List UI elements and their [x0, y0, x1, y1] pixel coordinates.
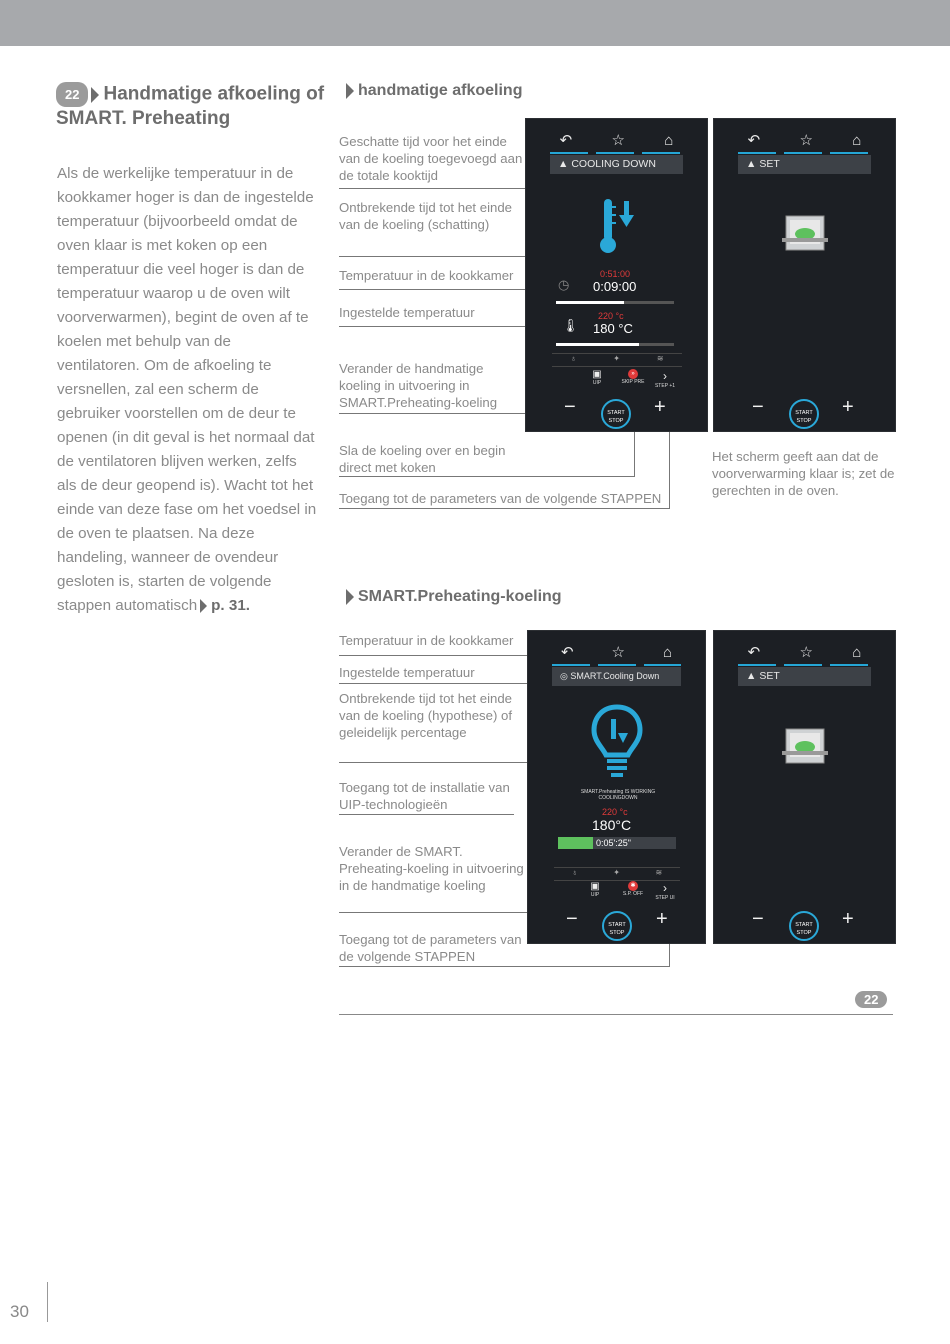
label-next-steps: Toegang tot de parameters van de volgende STAPPEN: [339, 932, 522, 964]
bulb-icon: ◎: [560, 671, 568, 681]
stop-label: STOP: [608, 418, 624, 424]
arrow-icon: [346, 589, 354, 605]
uip-icon: ▣: [592, 369, 602, 380]
back-icon[interactable]: ↶: [747, 644, 761, 661]
home-icon[interactable]: ⌂: [852, 131, 862, 149]
user-icon: ▲: [558, 158, 569, 170]
footer-divider: [339, 1014, 893, 1015]
mode-tabs[interactable]: [554, 867, 680, 881]
status-bar: [552, 667, 681, 686]
label-remaining-time: Ontbrekende tijd tot het einde van de koeling (hypothese) of geleidelijk percentage: [339, 691, 513, 740]
remaining-time: 0:09:00: [593, 279, 637, 294]
uip-label: UIP: [592, 380, 602, 386]
page-reference: p. 31.: [211, 597, 250, 614]
plus-button[interactable]: +: [654, 396, 666, 418]
uip-icon: ▣: [590, 881, 600, 892]
minus-button[interactable]: −: [564, 396, 576, 418]
status-bar: [738, 155, 871, 174]
smart-heading-text: SMART.Preheating-koeling: [358, 588, 562, 605]
smart-message-line2: COOLINGDOWN: [598, 795, 638, 801]
oven-tray-icon: [782, 727, 828, 772]
nav-underline: [738, 664, 871, 666]
user-icon: ▲: [746, 670, 757, 682]
leader-line: [339, 476, 635, 477]
sp-off-button[interactable]: [620, 881, 646, 897]
screen-nav: [542, 641, 691, 663]
star-icon[interactable]: ☆: [799, 644, 813, 661]
leader-line: [339, 413, 529, 414]
star-icon[interactable]: ☆: [611, 132, 625, 149]
leader-line: [339, 508, 670, 509]
time-progress: [556, 301, 674, 304]
next-step-button[interactable]: [652, 881, 678, 901]
label-remaining-time: Ontbrekende tijd tot het einde van de koeling (schatting): [339, 200, 513, 232]
user-icon: ▲: [746, 158, 757, 170]
section-body: [57, 162, 317, 618]
thermometer-icon: [598, 197, 638, 262]
chamber-temperature: 220 °c: [602, 807, 628, 817]
section-number-badge: 22: [56, 82, 88, 107]
skip-preheat-button[interactable]: [620, 369, 646, 385]
manual-heading: [343, 82, 522, 100]
label-set-temp: Ingestelde temperatuur: [339, 305, 475, 320]
sp-off-icon: ✱: [628, 881, 638, 891]
plus-button[interactable]: +: [842, 908, 854, 930]
thermometer-small-icon: 🌡︎: [562, 318, 579, 333]
minus-button[interactable]: −: [752, 908, 764, 930]
back-icon[interactable]: ↶: [560, 644, 574, 661]
step-label: STEP UI: [655, 895, 675, 901]
minus-button[interactable]: −: [566, 908, 578, 930]
manual-caption: Het scherm geeft aan dat de voorverwarming klaar is; zet de gerechten in de oven.: [712, 449, 895, 498]
section-title-text: Handmatige afkoeling of SMART. Preheating: [56, 83, 325, 129]
remaining-time: 0:05':25": [596, 838, 631, 848]
arrow-icon: [200, 599, 207, 613]
smart-message-line1: SMART.Preheating IS WORKING: [580, 789, 656, 795]
label-next-steps: Toegang tot de parameters van de volgende STAPPEN: [339, 491, 662, 506]
steam-tab-icon[interactable]: ≋: [655, 868, 663, 877]
smart-heading: [343, 588, 562, 606]
top-bar: [0, 0, 950, 46]
start-label: START: [795, 922, 813, 928]
stop-label: STOP: [609, 930, 625, 936]
nav-underline: [550, 152, 683, 154]
uip-button[interactable]: [586, 369, 608, 386]
star-icon[interactable]: ☆: [799, 132, 813, 149]
home-icon[interactable]: ⌂: [664, 131, 674, 149]
minus-button[interactable]: −: [752, 396, 764, 418]
screen-nav: [728, 129, 881, 151]
status-text: SET: [759, 158, 780, 170]
leader-line: [339, 256, 551, 257]
label-change-to-manual: Verander de SMART. Preheating-koeling in uitvoering in de handmatige koeling: [339, 844, 524, 893]
start-stop-button[interactable]: [602, 911, 632, 941]
label-estimated-time: Geschatte tijd voor het einde van de koeling toegevoegd aan de totale kooktijd: [339, 134, 523, 183]
steam-tab-icon[interactable]: ≋: [656, 354, 664, 363]
star-icon[interactable]: ☆: [611, 644, 625, 661]
skip-label: SKIP PRE: [621, 379, 645, 385]
chamber-temperature: 220 °c: [598, 311, 624, 321]
bulb-tab-icon[interactable]: ♁: [571, 868, 578, 877]
nav-underline: [552, 664, 681, 666]
label-skip-cooling: Sla de koeling over en begin direct met koken: [339, 443, 506, 475]
status-text: SMART.Cooling Down: [570, 671, 660, 681]
smart-message: [558, 789, 678, 801]
start-stop-button[interactable]: [789, 399, 819, 429]
arrow-icon: [346, 83, 354, 99]
bulb-tab-icon[interactable]: ♁: [570, 354, 577, 363]
label-uip-install: Toegang tot de installatie van UIP-technologieën: [339, 780, 510, 812]
page-number-divider: [47, 1282, 48, 1322]
set-temperature: 180°C: [592, 817, 632, 833]
manual-cooling-screen: [525, 118, 708, 432]
stop-label: STOP: [796, 418, 812, 424]
manual-set-screen: [713, 118, 896, 432]
fan-tab-icon[interactable]: ✦: [613, 868, 620, 877]
leader-line: [339, 762, 529, 763]
footer-badge-text: 22: [855, 991, 887, 1008]
label-chamber-temp: Temperatuur in de kookkamer: [339, 633, 514, 648]
smart-set-screen: [713, 630, 896, 944]
set-temperature: 180 °C: [593, 321, 633, 336]
status-bar: [550, 155, 683, 174]
start-label: START: [608, 922, 626, 928]
screen-nav: [540, 129, 693, 151]
screen-nav: [728, 641, 881, 663]
leader-line: [339, 966, 670, 967]
uip-button[interactable]: [584, 881, 606, 898]
plus-button[interactable]: +: [842, 396, 854, 418]
chevron-right-icon: ›: [663, 881, 667, 895]
extra-time: 0:51:00: [600, 269, 631, 279]
start-stop-button[interactable]: [601, 399, 631, 429]
stop-label: STOP: [796, 930, 812, 936]
plus-button[interactable]: +: [656, 908, 668, 930]
sp-off-label: S.P. OFF: [622, 891, 644, 897]
section-title: [56, 82, 326, 130]
label-chamber-temp: Temperatuur in de kookkamer: [339, 268, 514, 283]
back-icon[interactable]: ↶: [747, 132, 761, 149]
step-label: STEP +1: [654, 383, 676, 389]
nav-underline: [738, 152, 871, 154]
leader-line: [339, 655, 539, 656]
status-text: SET: [759, 670, 780, 682]
percentage-bar: [558, 837, 676, 849]
label-set-temp: Ingestelde temperatuur: [339, 665, 475, 680]
leader-line: [339, 683, 529, 684]
footer-badge: [855, 991, 887, 1009]
fan-tab-icon[interactable]: ✦: [613, 354, 620, 363]
arrow-icon: [91, 87, 99, 103]
status-bar: [738, 667, 871, 686]
status-text: COOLING DOWN: [571, 158, 656, 170]
page-number: 30: [10, 1302, 29, 1321]
manual-heading-text: handmatige afkoeling: [358, 82, 523, 99]
home-icon[interactable]: ⌂: [662, 643, 673, 661]
start-stop-button[interactable]: [789, 911, 819, 941]
leader-line: [339, 814, 514, 815]
oven-tray-icon: [782, 214, 828, 259]
smart-cooling-screen: [527, 630, 706, 944]
mode-tabs[interactable]: [552, 353, 682, 367]
skip-icon: »: [628, 369, 638, 379]
temp-progress: [556, 343, 674, 346]
leader-line: [339, 188, 551, 189]
body-text: Als de werkelijke temperatuur in de kookkamer hoger is dan de ingestelde temperatuur (bijvoorbeeld omdat de oven klaar is met koken op een temperatuur die veel hoger is dan de temperatuur waarop u de oven wilt voorverwarmen), begint de oven af te koelen met behulp van de ventilatoren. Om de afkoeling te versnellen, zal een scherm de gebruiker voorstellen om de deur te openen (in dit geval is het normaal dat de ventilatoren blijven werken, zelfs als de deur geopend is). Wacht tot het einde van deze fase om het voedsel in de oven te plaatsen. Na deze handeling, wanneer de ovendeur gesloten is, starten de volgende stappen automatisch: [57, 165, 317, 614]
label-change-to-smart: Verander de handmatige koeling in uitvoering in SMART.Preheating-koeling: [339, 361, 498, 410]
start-label: START: [795, 410, 813, 416]
uip-label: UIP: [590, 892, 600, 898]
next-step-button[interactable]: [652, 369, 678, 389]
clock-icon: ◷: [558, 277, 570, 292]
back-icon[interactable]: ↶: [559, 132, 573, 149]
start-label: START: [607, 410, 625, 416]
chevron-right-icon: ›: [663, 369, 667, 383]
smart-bulb-icon: [590, 703, 644, 784]
home-icon[interactable]: ⌂: [852, 643, 862, 661]
